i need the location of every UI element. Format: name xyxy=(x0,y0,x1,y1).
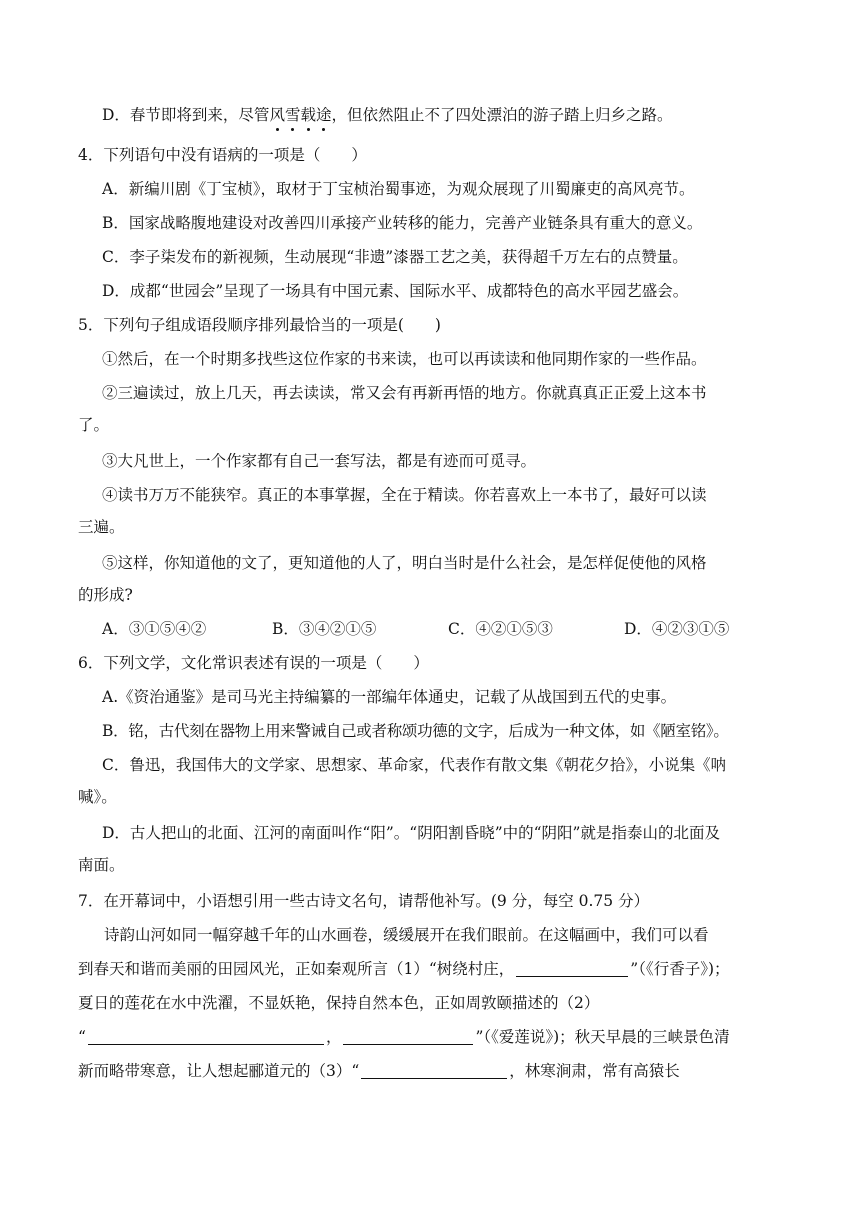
q6-option-b: B．铭，古代刻在器物上用来警诫自己或者称颂功德的文字，后成为一种文体，如《陋室铭》。 xyxy=(102,722,729,740)
answer-blank-4[interactable] xyxy=(361,1062,507,1079)
q6-option-d: D．古人把山的北面、江河的南面叫作“阳”。“阴阳割昏晓”中的“阴阳”就是指泰山的北面及 xyxy=(102,824,720,842)
q6-option-d-cont: 南面。 xyxy=(78,856,125,874)
q4-option-d: D．成都“世园会”呈现了一场具有中国元素、国际水平、成都特色的高水平园艺盛会。 xyxy=(102,282,689,300)
emphasis-char: 风 xyxy=(269,106,285,124)
q6-option-c-cont: 喊》。 xyxy=(78,788,117,806)
answer-blank-2[interactable] xyxy=(88,1028,324,1045)
q7-line2-end: ”（《行香子》)； xyxy=(630,960,730,978)
q5-sentence-4: ④读书万万不能狭窄。真正的本事掌握，全在于精读。你若喜欢上一本书了，最好可以读 xyxy=(102,486,707,504)
q6-option-c: C．鲁迅，我国伟大的文学家、思想家、革命家，代表作有散文集《朝花夕拾》，小说集《呐 xyxy=(102,756,727,774)
q5-sentence-5: ⑤这样，你知道他的文了，更知道他的人了，明白当时是什么社会，是怎样促使他的风格 xyxy=(102,554,707,572)
q7-line4-open: “ xyxy=(78,1028,86,1046)
q5-sentence-2-cont: 了。 xyxy=(78,416,110,434)
answer-blank-3[interactable] xyxy=(343,1028,473,1045)
q7-para-line-3: 夏日的莲花在水中洗濯，不显妖艳，保持自然本色，正如周敦颐描述的（2） xyxy=(78,994,600,1012)
q7-stem: 7．在开幕词中，小语想引用一些古诗文名句，请帮他补写。(9 分，每空 0.75 分） xyxy=(78,892,650,910)
q7-para-line-5 xyxy=(78,1060,680,1082)
emphasis-char: 雪 xyxy=(284,106,301,124)
q7-para-line-4 xyxy=(78,1026,730,1048)
q5-sentence-5-cont: 的形成? xyxy=(78,586,133,604)
q5-option-d: D．④②③①⑤ xyxy=(624,620,730,638)
q5-option-b: B．③④②①⑤ xyxy=(272,620,377,638)
q3-option-d xyxy=(102,104,673,126)
q5-sentence-1: ①然后，在一个时期多找些这位作家的书来读，也可以再读读和他同期作家的一些作品。 xyxy=(102,350,707,368)
q4-option-c: C．李子柒发布的新视频，生动展现“非遗”漆器工艺之美，获得超千万左右的点赞量。 xyxy=(102,248,688,266)
emphasis-char: 载 xyxy=(300,106,316,124)
q5-sentence-2: ②三遍读过，放上几天，再去读读，常又会有再新再悟的地方。你就真真正正爱上这本书 xyxy=(102,384,707,402)
q7-line2-text: 到春天和谐而美丽的田园风光，正如秦观所言（1）“树绕村庄， xyxy=(78,960,515,978)
q4-stem: 4．下列语句中没有语病的一项是（ ） xyxy=(78,146,367,164)
q7-para-line-1: 诗韵山河如同一幅穿越千年的山水画卷，缓缓展开在我们眼前。在这幅画中，我们可以看 xyxy=(104,926,709,944)
emphasis-char: 途 xyxy=(315,106,332,124)
q3d-post: ，但依然阻止不了四处漂泊的游子踏上归乡之路。 xyxy=(331,106,673,124)
q6-option-a: A.《资治通鉴》是司马光主持编纂的一部编年体通史，记载了从战国到五代的史事。 xyxy=(102,688,677,706)
q5-option-a: A．③①⑤④② xyxy=(102,620,207,638)
q7-line5-text: 新而略带寒意，让人想起郦道元的（3）“ xyxy=(78,1062,360,1080)
q3d-pre: D．春节即将到来，尽管 xyxy=(102,106,270,124)
q7-para-line-2 xyxy=(78,958,730,980)
q5-sentence-3: ③大凡世上，一个作家都有自己一套写法，都是有迹而可觅寻。 xyxy=(102,452,537,470)
answer-blank-1[interactable] xyxy=(516,960,628,977)
q6-stem: 6．下列文学，文化常识表述有误的一项是（ ） xyxy=(78,654,429,672)
q5-stem: 5．下列句子组成语段顺序排列最恰当的一项是( ) xyxy=(78,316,441,334)
q7-line4-end: ”（《爱莲说》)；秋天早晨的三峡景色清 xyxy=(475,1028,730,1046)
q7-line5-end: ，林寒涧肃，常有高猿长 xyxy=(509,1062,680,1080)
q5-sentence-4-cont: 三遍。 xyxy=(78,518,125,536)
q4-option-a: A．新编川剧《丁宝桢》，取材于丁宝桢治蜀事迹，为观众展现了川蜀廉吏的高风亮节。 xyxy=(102,180,695,198)
q7-line4-comma: ， xyxy=(325,1028,342,1046)
q4-option-b: B．国家战略腹地建设对改善四川承接产业转移的能力，完善产业链条具有重大的意义。 xyxy=(102,214,703,232)
q5-option-c: C．④②①⑤③ xyxy=(448,620,553,638)
